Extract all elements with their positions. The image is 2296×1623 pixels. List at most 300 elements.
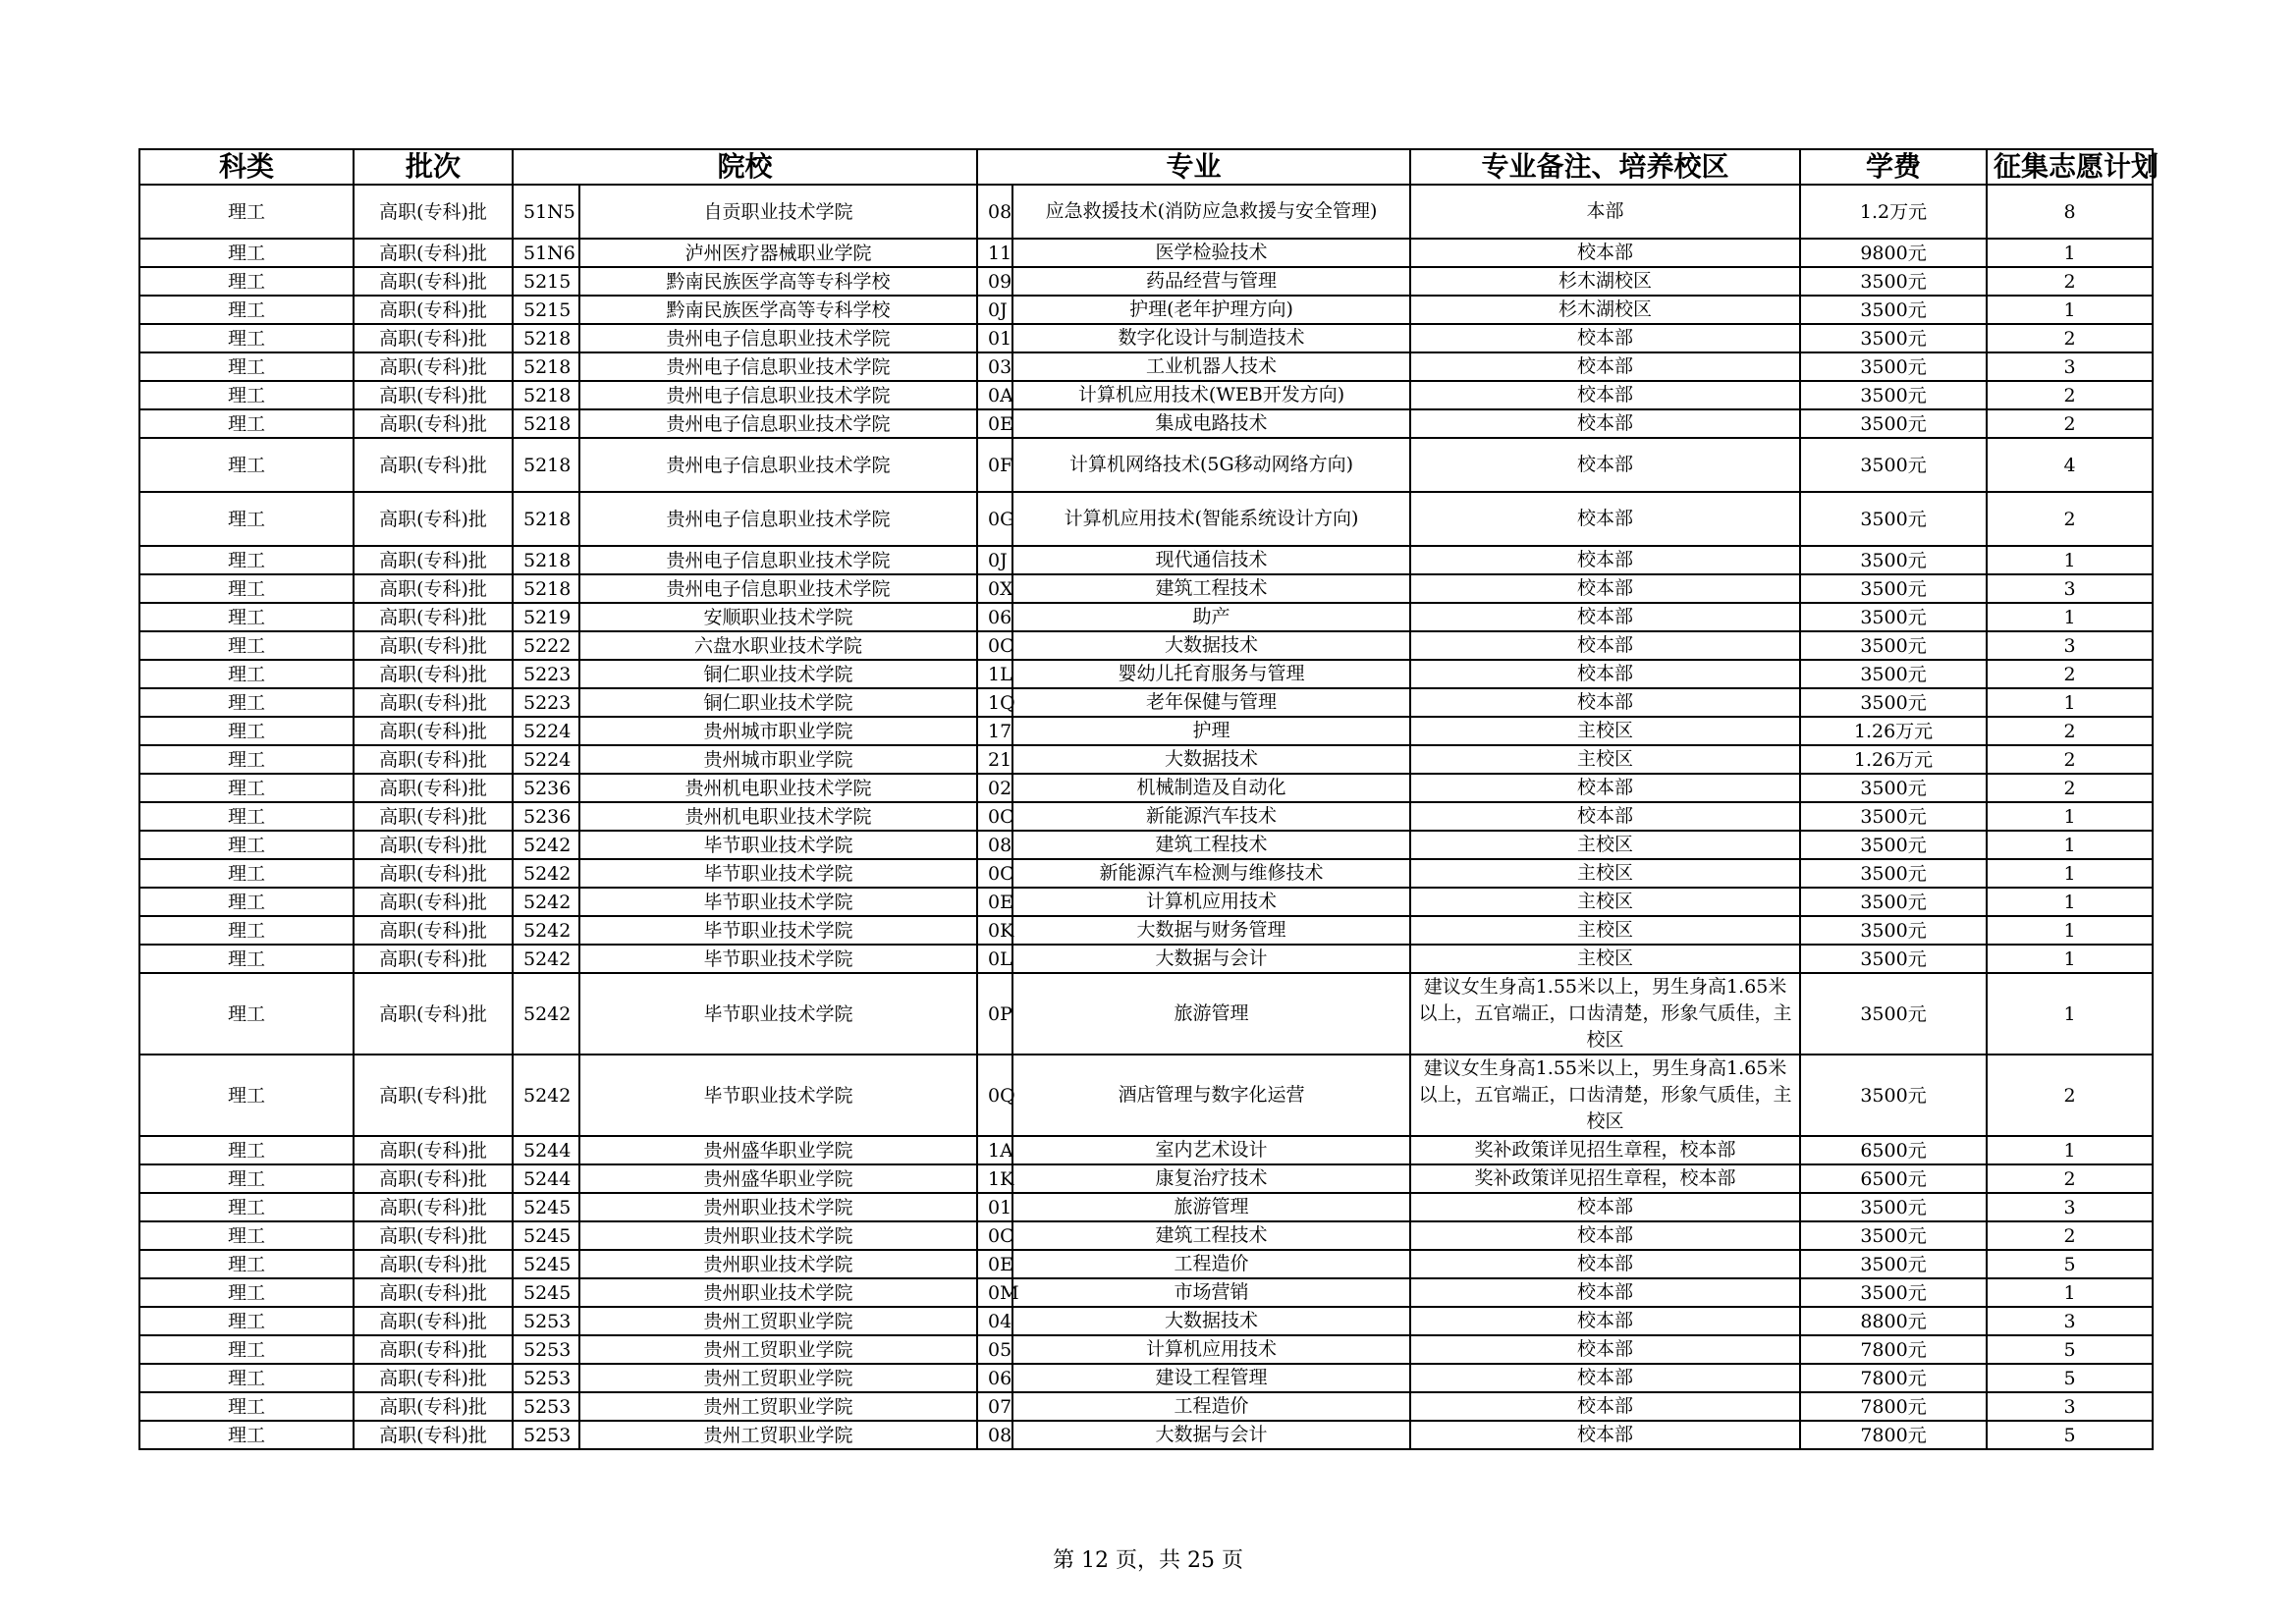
remarks-cell: 校本部 (1410, 1193, 1800, 1221)
school-code-cell: 5253 (513, 1392, 579, 1421)
remarks-cell: 建议女生身高1.55米以上，男生身高1.65米以上，五官端正，口齿清楚，形象气质佳，主校区 (1410, 1055, 1800, 1136)
major-code-cell: 1L (977, 660, 1012, 688)
subject-cell: 理工 (139, 745, 354, 774)
tuition-cell: 3500元 (1800, 409, 1987, 438)
school-name-cell: 贵州电子信息职业技术学院 (579, 409, 977, 438)
school-name-cell: 贵州电子信息职业技术学院 (579, 381, 977, 409)
subject-cell: 理工 (139, 603, 354, 631)
remarks-cell: 杉木湖校区 (1410, 296, 1800, 324)
school-code-cell: 51N5 (513, 185, 579, 239)
batch-cell: 高职(专科)批 (354, 546, 513, 574)
batch-cell: 高职(专科)批 (354, 1193, 513, 1221)
major-code-cell: 07 (977, 1392, 1012, 1421)
school-name-cell: 贵州职业技术学院 (579, 1221, 977, 1250)
major-name-cell: 护理 (1012, 717, 1410, 745)
school-code-cell: 5236 (513, 774, 579, 802)
school-name-cell: 贵州工贸职业学院 (579, 1392, 977, 1421)
school-code-cell: 5236 (513, 802, 579, 831)
subject-cell: 理工 (139, 688, 354, 717)
header-school: 院校 (513, 149, 977, 185)
plan-count-cell: 1 (1987, 1136, 2153, 1164)
school-name-cell: 贵州电子信息职业技术学院 (579, 324, 977, 352)
subject-cell: 理工 (139, 973, 354, 1055)
school-code-cell: 5215 (513, 267, 579, 296)
table-row (139, 1055, 2153, 1136)
batch-cell: 高职(专科)批 (354, 185, 513, 239)
school-name-cell: 贵州工贸职业学院 (579, 1364, 977, 1392)
header-remarks: 专业备注、培养校区 (1410, 149, 1800, 185)
remarks-cell: 校本部 (1410, 574, 1800, 603)
table-row (139, 916, 2153, 945)
major-name-cell: 新能源汽车检测与维修技术 (1012, 859, 1410, 888)
school-name-cell: 毕节职业技术学院 (579, 945, 977, 973)
batch-cell: 高职(专科)批 (354, 688, 513, 717)
school-code-cell: 5244 (513, 1164, 579, 1193)
batch-cell: 高职(专科)批 (354, 603, 513, 631)
remarks-cell: 建议女生身高1.55米以上，男生身高1.65米以上，五官端正，口齿清楚，形象气质佳，主校区 (1410, 973, 1800, 1055)
tuition-cell: 3500元 (1800, 916, 1987, 945)
remarks-cell: 校本部 (1410, 1364, 1800, 1392)
subject-cell: 理工 (139, 1164, 354, 1193)
plan-count-cell: 2 (1987, 1055, 2153, 1136)
major-code-cell: 21 (977, 745, 1012, 774)
remarks-cell: 校本部 (1410, 546, 1800, 574)
remarks-cell: 校本部 (1410, 1250, 1800, 1278)
tuition-cell: 3500元 (1800, 1278, 1987, 1307)
major-code-cell: 0C (977, 1221, 1012, 1250)
page-footer: 第 12 页，共 25 页 (1053, 1548, 1243, 1573)
major-code-cell: 0C (977, 631, 1012, 660)
school-name-cell: 贵州电子信息职业技术学院 (579, 546, 977, 574)
batch-cell: 高职(专科)批 (354, 888, 513, 916)
remarks-cell: 奖补政策详见招生章程，校本部 (1410, 1136, 1800, 1164)
header-major: 专业 (977, 149, 1410, 185)
school-name-cell: 安顺职业技术学院 (579, 603, 977, 631)
major-code-cell: 0F (977, 438, 1012, 492)
school-name-cell: 贵州工贸职业学院 (579, 1421, 977, 1449)
plan-count-cell: 2 (1987, 1164, 2153, 1193)
tuition-cell: 3500元 (1800, 438, 1987, 492)
table-row (139, 774, 2153, 802)
plan-count-cell: 5 (1987, 1421, 2153, 1449)
tuition-cell: 3500元 (1800, 1055, 1987, 1136)
school-name-cell: 贵州盛华职业学院 (579, 1136, 977, 1164)
major-name-cell: 新能源汽车技术 (1012, 802, 1410, 831)
major-code-cell: 04 (977, 1307, 1012, 1335)
remarks-cell: 校本部 (1410, 688, 1800, 717)
batch-cell: 高职(专科)批 (354, 1136, 513, 1164)
table-row (139, 802, 2153, 831)
table-row (139, 185, 2153, 239)
table-row (139, 1335, 2153, 1364)
major-code-cell: 0E (977, 1250, 1012, 1278)
header-plan: 征集志愿计划 (1987, 149, 2153, 185)
plan-count-cell: 1 (1987, 1278, 2153, 1307)
major-code-cell: 01 (977, 324, 1012, 352)
table-row (139, 660, 2153, 688)
school-code-cell: 5253 (513, 1364, 579, 1392)
table-row (139, 267, 2153, 296)
batch-cell: 高职(专科)批 (354, 492, 513, 546)
subject-cell: 理工 (139, 1335, 354, 1364)
table-row (139, 831, 2153, 859)
tuition-cell: 3500元 (1800, 774, 1987, 802)
plan-count-cell: 5 (1987, 1335, 2153, 1364)
major-name-cell: 康复治疗技术 (1012, 1164, 1410, 1193)
school-code-cell: 5219 (513, 603, 579, 631)
school-code-cell: 5245 (513, 1221, 579, 1250)
major-code-cell: 02 (977, 774, 1012, 802)
major-code-cell: 05 (977, 1335, 1012, 1364)
remarks-cell: 本部 (1410, 185, 1800, 239)
plan-count-cell: 3 (1987, 1392, 2153, 1421)
plan-count-cell: 1 (1987, 802, 2153, 831)
plan-count-cell: 1 (1987, 859, 2153, 888)
remarks-cell: 校本部 (1410, 774, 1800, 802)
school-name-cell: 贵州职业技术学院 (579, 1193, 977, 1221)
table-row (139, 973, 2153, 1055)
subject-cell: 理工 (139, 859, 354, 888)
table-row (139, 296, 2153, 324)
plan-count-cell: 3 (1987, 352, 2153, 381)
major-code-cell: 06 (977, 603, 1012, 631)
tuition-cell: 1.26万元 (1800, 717, 1987, 745)
table-row (139, 1164, 2153, 1193)
school-code-cell: 5218 (513, 352, 579, 381)
plan-count-cell: 1 (1987, 831, 2153, 859)
major-code-cell: 11 (977, 239, 1012, 267)
major-code-cell: 03 (977, 352, 1012, 381)
batch-cell: 高职(专科)批 (354, 916, 513, 945)
major-name-cell: 旅游管理 (1012, 1193, 1410, 1221)
major-name-cell: 计算机网络技术(5G移动网络方向) (1012, 438, 1410, 492)
table-row (139, 1250, 2153, 1278)
tuition-cell: 3500元 (1800, 603, 1987, 631)
subject-cell: 理工 (139, 1250, 354, 1278)
school-name-cell: 自贡职业技术学院 (579, 185, 977, 239)
major-code-cell: 0C (977, 859, 1012, 888)
subject-cell: 理工 (139, 574, 354, 603)
batch-cell: 高职(专科)批 (354, 267, 513, 296)
remarks-cell: 校本部 (1410, 409, 1800, 438)
major-code-cell: 0L (977, 945, 1012, 973)
batch-cell: 高职(专科)批 (354, 1221, 513, 1250)
remarks-cell: 校本部 (1410, 1421, 1800, 1449)
admission-plan-table (138, 148, 2159, 1450)
subject-cell: 理工 (139, 438, 354, 492)
school-name-cell: 毕节职业技术学院 (579, 831, 977, 859)
subject-cell: 理工 (139, 831, 354, 859)
school-code-cell: 5222 (513, 631, 579, 660)
batch-cell: 高职(专科)批 (354, 945, 513, 973)
table-row (139, 745, 2153, 774)
plan-count-cell: 1 (1987, 916, 2153, 945)
school-name-cell: 毕节职业技术学院 (579, 859, 977, 888)
school-name-cell: 黔南民族医学高等专科学校 (579, 296, 977, 324)
tuition-cell: 3500元 (1800, 831, 1987, 859)
school-code-cell: 5215 (513, 296, 579, 324)
major-name-cell: 大数据技术 (1012, 631, 1410, 660)
school-name-cell: 贵州盛华职业学院 (579, 1164, 977, 1193)
remarks-cell: 校本部 (1410, 1335, 1800, 1364)
remarks-cell: 校本部 (1410, 603, 1800, 631)
major-code-cell: 01 (977, 1193, 1012, 1221)
remarks-cell: 校本部 (1410, 1221, 1800, 1250)
major-code-cell: 0E (977, 409, 1012, 438)
plan-count-cell: 3 (1987, 1193, 2153, 1221)
plan-count-cell: 2 (1987, 745, 2153, 774)
batch-cell: 高职(专科)批 (354, 802, 513, 831)
table-row (139, 717, 2153, 745)
major-name-cell: 机械制造及自动化 (1012, 774, 1410, 802)
plan-count-cell: 2 (1987, 660, 2153, 688)
plan-count-cell: 1 (1987, 603, 2153, 631)
remarks-cell: 校本部 (1410, 1392, 1800, 1421)
plan-count-cell: 1 (1987, 973, 2153, 1055)
subject-cell: 理工 (139, 1055, 354, 1136)
school-code-cell: 5218 (513, 438, 579, 492)
school-code-cell: 5245 (513, 1250, 579, 1278)
school-name-cell: 泸州医疗器械职业学院 (579, 239, 977, 267)
major-name-cell: 工业机器人技术 (1012, 352, 1410, 381)
table-row (139, 1421, 2153, 1449)
major-code-cell: 0J (977, 546, 1012, 574)
school-name-cell: 贵州电子信息职业技术学院 (579, 492, 977, 546)
subject-cell: 理工 (139, 717, 354, 745)
tuition-cell: 9800元 (1800, 239, 1987, 267)
major-name-cell: 数字化设计与制造技术 (1012, 324, 1410, 352)
remarks-cell: 主校区 (1410, 916, 1800, 945)
school-code-cell: 5218 (513, 546, 579, 574)
major-code-cell: 1K (977, 1164, 1012, 1193)
major-name-cell: 婴幼儿托育服务与管理 (1012, 660, 1410, 688)
major-name-cell: 助产 (1012, 603, 1410, 631)
batch-cell: 高职(专科)批 (354, 859, 513, 888)
subject-cell: 理工 (139, 296, 354, 324)
major-name-cell: 集成电路技术 (1012, 409, 1410, 438)
batch-cell: 高职(专科)批 (354, 1364, 513, 1392)
major-code-cell: 1Q (977, 688, 1012, 717)
batch-cell: 高职(专科)批 (354, 239, 513, 267)
remarks-cell: 校本部 (1410, 660, 1800, 688)
table-row (139, 492, 2153, 546)
plan-count-cell: 1 (1987, 296, 2153, 324)
major-name-cell: 酒店管理与数字化运营 (1012, 1055, 1410, 1136)
school-name-cell: 铜仁职业技术学院 (579, 660, 977, 688)
major-name-cell: 护理(老年护理方向) (1012, 296, 1410, 324)
plan-count-cell: 2 (1987, 1221, 2153, 1250)
tuition-cell: 3500元 (1800, 660, 1987, 688)
subject-cell: 理工 (139, 1278, 354, 1307)
major-name-cell: 大数据与财务管理 (1012, 916, 1410, 945)
table-header-row (139, 149, 2153, 185)
subject-cell: 理工 (139, 660, 354, 688)
table-row (139, 324, 2153, 352)
remarks-cell: 校本部 (1410, 631, 1800, 660)
school-code-cell: 5242 (513, 1055, 579, 1136)
remarks-cell: 校本部 (1410, 381, 1800, 409)
subject-cell: 理工 (139, 774, 354, 802)
major-name-cell: 医学检验技术 (1012, 239, 1410, 267)
subject-cell: 理工 (139, 916, 354, 945)
table-row (139, 438, 2153, 492)
school-code-cell: 5223 (513, 660, 579, 688)
tuition-cell: 1.26万元 (1800, 745, 1987, 774)
remarks-cell: 主校区 (1410, 888, 1800, 916)
tuition-cell: 3500元 (1800, 631, 1987, 660)
batch-cell: 高职(专科)批 (354, 717, 513, 745)
tuition-cell: 1.2万元 (1800, 185, 1987, 239)
school-name-cell: 贵州电子信息职业技术学院 (579, 574, 977, 603)
table-row (139, 1307, 2153, 1335)
plan-count-cell: 3 (1987, 1307, 2153, 1335)
tuition-cell: 3500元 (1800, 324, 1987, 352)
plan-count-cell: 1 (1987, 546, 2153, 574)
subject-cell: 理工 (139, 546, 354, 574)
batch-cell: 高职(专科)批 (354, 1307, 513, 1335)
batch-cell: 高职(专科)批 (354, 1164, 513, 1193)
remarks-cell: 校本部 (1410, 1307, 1800, 1335)
remarks-cell: 校本部 (1410, 352, 1800, 381)
plan-count-cell: 2 (1987, 717, 2153, 745)
school-name-cell: 贵州城市职业学院 (579, 745, 977, 774)
table-row (139, 945, 2153, 973)
school-name-cell: 贵州城市职业学院 (579, 717, 977, 745)
table-row (139, 239, 2153, 267)
major-name-cell: 建筑工程技术 (1012, 574, 1410, 603)
table-row (139, 381, 2153, 409)
major-name-cell: 大数据与会计 (1012, 945, 1410, 973)
batch-cell: 高职(专科)批 (354, 1392, 513, 1421)
school-code-cell: 5253 (513, 1335, 579, 1364)
plan-count-cell: 2 (1987, 267, 2153, 296)
tuition-cell: 7800元 (1800, 1335, 1987, 1364)
school-code-cell: 5218 (513, 381, 579, 409)
table-row (139, 1193, 2153, 1221)
school-code-cell: 5242 (513, 945, 579, 973)
school-code-cell: 5218 (513, 574, 579, 603)
subject-cell: 理工 (139, 185, 354, 239)
tuition-cell: 7800元 (1800, 1392, 1987, 1421)
subject-cell: 理工 (139, 1221, 354, 1250)
table-row (139, 1136, 2153, 1164)
tuition-cell: 3500元 (1800, 381, 1987, 409)
school-name-cell: 铜仁职业技术学院 (579, 688, 977, 717)
table-row (139, 859, 2153, 888)
plan-count-cell: 1 (1987, 888, 2153, 916)
school-name-cell: 毕节职业技术学院 (579, 973, 977, 1055)
major-name-cell: 老年保健与管理 (1012, 688, 1410, 717)
school-code-cell: 5242 (513, 831, 579, 859)
school-name-cell: 六盘水职业技术学院 (579, 631, 977, 660)
batch-cell: 高职(专科)批 (354, 831, 513, 859)
batch-cell: 高职(专科)批 (354, 745, 513, 774)
school-name-cell: 贵州工贸职业学院 (579, 1307, 977, 1335)
subject-cell: 理工 (139, 1392, 354, 1421)
school-name-cell: 贵州工贸职业学院 (579, 1335, 977, 1364)
major-code-cell: 0G (977, 492, 1012, 546)
batch-cell: 高职(专科)批 (354, 352, 513, 381)
plan-count-cell: 2 (1987, 409, 2153, 438)
major-name-cell: 室内艺术设计 (1012, 1136, 1410, 1164)
major-name-cell: 计算机应用技术 (1012, 1335, 1410, 1364)
major-code-cell: 08 (977, 831, 1012, 859)
major-name-cell: 建设工程管理 (1012, 1364, 1410, 1392)
plan-count-cell: 2 (1987, 774, 2153, 802)
table-body (139, 185, 2153, 1449)
batch-cell: 高职(专科)批 (354, 631, 513, 660)
tuition-cell: 3500元 (1800, 802, 1987, 831)
school-code-cell: 5245 (513, 1278, 579, 1307)
major-code-cell: 0C (977, 802, 1012, 831)
subject-cell: 理工 (139, 352, 354, 381)
table-row (139, 1392, 2153, 1421)
school-name-cell: 贵州电子信息职业技术学院 (579, 438, 977, 492)
tuition-cell: 3500元 (1800, 267, 1987, 296)
batch-cell: 高职(专科)批 (354, 381, 513, 409)
remarks-cell: 校本部 (1410, 492, 1800, 546)
major-code-cell: 08 (977, 1421, 1012, 1449)
header-subject: 科类 (139, 149, 354, 185)
school-code-cell: 5244 (513, 1136, 579, 1164)
subject-cell: 理工 (139, 409, 354, 438)
school-code-cell: 5218 (513, 409, 579, 438)
major-code-cell: 0A (977, 381, 1012, 409)
major-code-cell: 0K (977, 916, 1012, 945)
subject-cell: 理工 (139, 1364, 354, 1392)
subject-cell: 理工 (139, 1421, 354, 1449)
tuition-cell: 3500元 (1800, 1193, 1987, 1221)
major-code-cell: 0M (977, 1278, 1012, 1307)
subject-cell: 理工 (139, 267, 354, 296)
table-row (139, 1221, 2153, 1250)
batch-cell: 高职(专科)批 (354, 1421, 513, 1449)
remarks-cell: 主校区 (1410, 859, 1800, 888)
batch-cell: 高职(专科)批 (354, 409, 513, 438)
subject-cell: 理工 (139, 631, 354, 660)
table-row (139, 1278, 2153, 1307)
major-name-cell: 应急救援技术(消防应急救援与安全管理) (1012, 185, 1410, 239)
batch-cell: 高职(专科)批 (354, 296, 513, 324)
remarks-cell: 校本部 (1410, 324, 1800, 352)
school-name-cell: 黔南民族医学高等专科学校 (579, 267, 977, 296)
plan-count-cell: 8 (1987, 185, 2153, 239)
table-row (139, 631, 2153, 660)
major-code-cell: 0P (977, 973, 1012, 1055)
table-row (139, 688, 2153, 717)
major-name-cell: 计算机应用技术 (1012, 888, 1410, 916)
major-code-cell: 08 (977, 185, 1012, 239)
major-name-cell: 现代通信技术 (1012, 546, 1410, 574)
tuition-cell: 3500元 (1800, 688, 1987, 717)
table-row (139, 546, 2153, 574)
school-code-cell: 5242 (513, 916, 579, 945)
school-code-cell: 5218 (513, 492, 579, 546)
tuition-cell: 3500元 (1800, 1221, 1987, 1250)
remarks-cell: 校本部 (1410, 1278, 1800, 1307)
school-code-cell: 5245 (513, 1193, 579, 1221)
subject-cell: 理工 (139, 381, 354, 409)
tuition-cell: 3500元 (1800, 352, 1987, 381)
major-code-cell: 0E (977, 888, 1012, 916)
major-name-cell: 工程造价 (1012, 1392, 1410, 1421)
plan-count-cell: 2 (1987, 492, 2153, 546)
tuition-cell: 3500元 (1800, 1250, 1987, 1278)
subject-cell: 理工 (139, 492, 354, 546)
table-row (139, 409, 2153, 438)
table-row (139, 1364, 2153, 1392)
table-row (139, 352, 2153, 381)
